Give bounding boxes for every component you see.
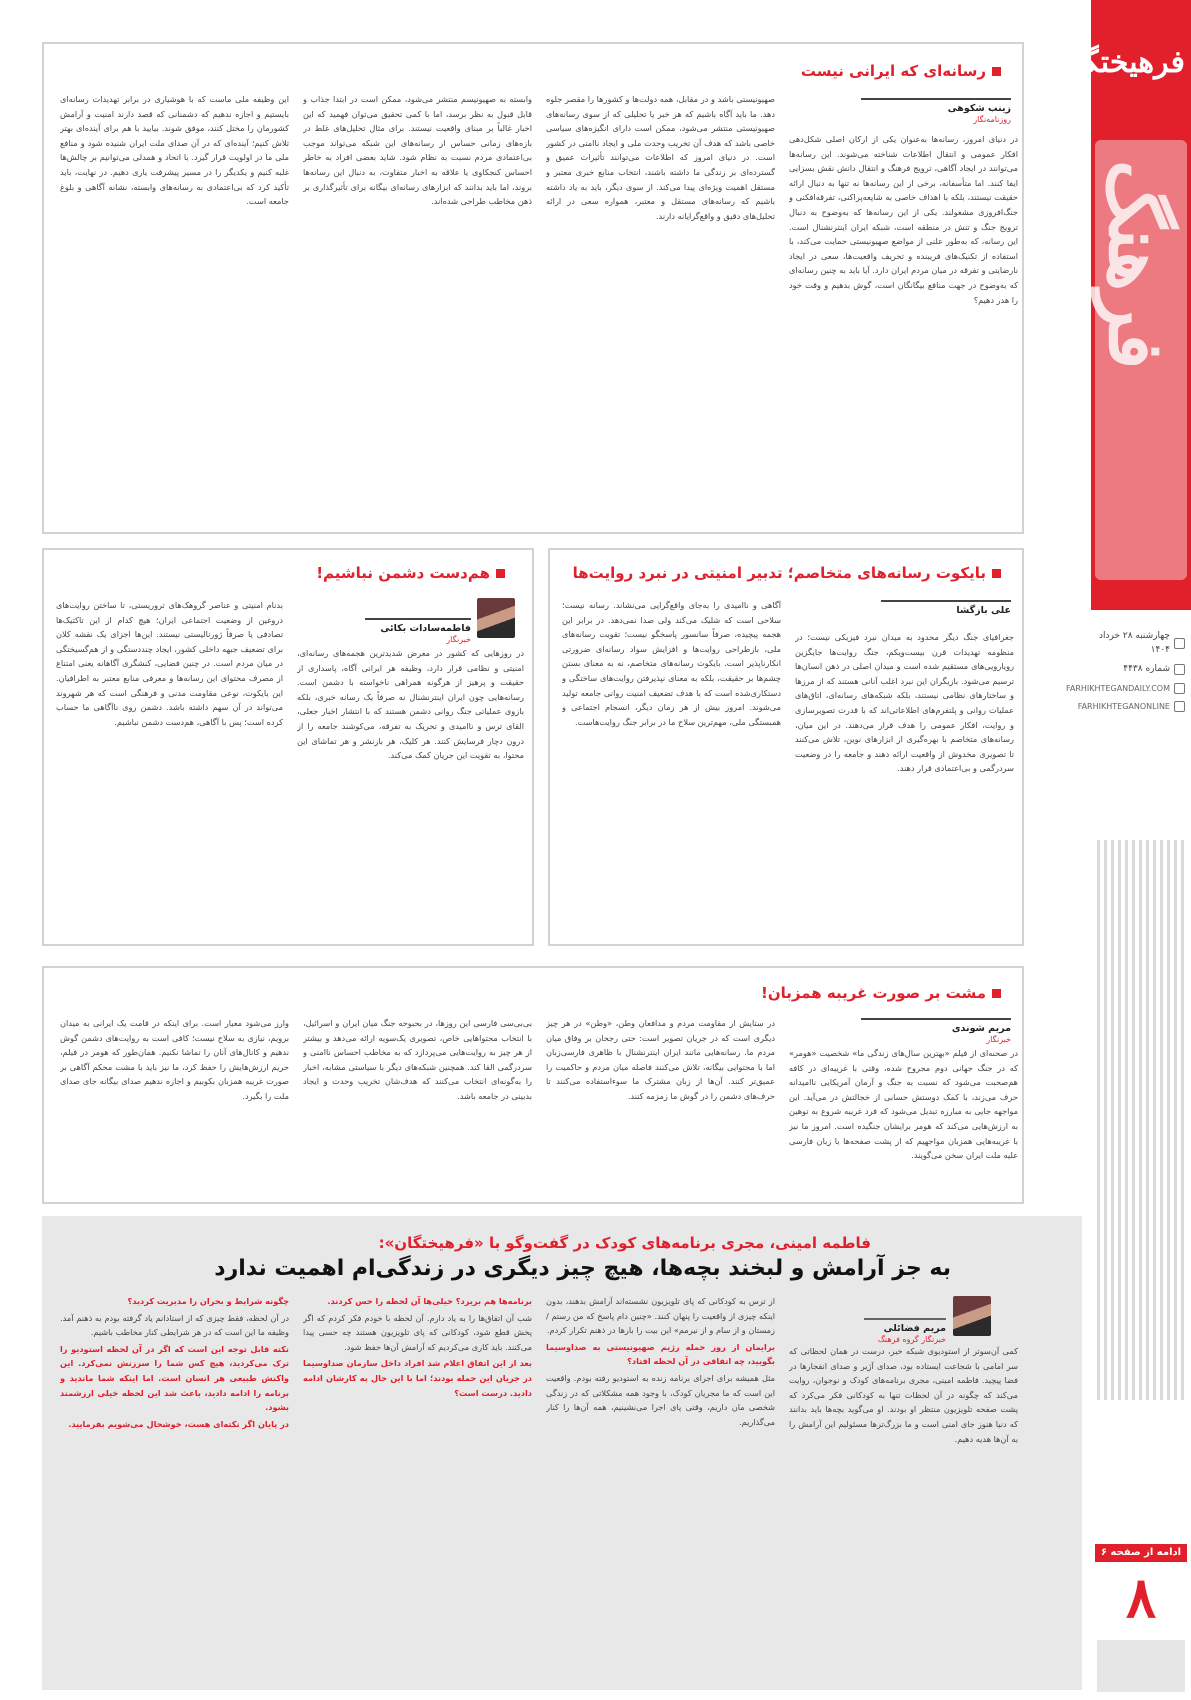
article4-col: در ستایش از مقاومت مردم و مدافعان وطن، «وطن» در هر چیز دیگری است که در جریان تصویر است: حتی رجحان بر وفاق میان مردم ما. رسانه‌هایی مانند ایران اینترنشنال با ظاهری فارسی‌زبان اما با محتوایی بیگانه، تلاش می‌کنند فاصله میان مردم و حاکمیت را عمیق‌تر کنند. آن‌ها از زبان مشترک ما سوءاستفاده می‌کنند تا حرف‌های دشمن را در گوش ما زمزمه کنند. <box>546 1018 775 1101</box>
page-number: ۸ <box>1125 1565 1157 1631</box>
article1-col: صهیونیستی باشد و در مقابل، همه دولت‌ها و کشورها را مقصر جلوه دهد. ما باید آگاه باشیم که هر خبر یا تحلیلی که از سوی رسانه‌های صهیونیستی منتشر می‌شود، ممکن است دارای انگیزه‌های سیاسی خاصی باشد که هدف آن تخریب وحدت ملی و ایجاد ناامنی در کشور است. در دنیای امروز که اطلاعات می‌توانند تأثیرات عمیق و گسترده‌ای بر زندگی ما داشته باشند، انتخاب منابع خبری معتبر و مستقل اهمیت ویژه‌ای پیدا می‌کند. از سوی دیگر، باید به یاد داشته باشیم که رسانه‌های مستقل و معتبر، همواره سعی در ارائه تحلیل‌های دقیق و واقع‌گرایانه دارند. <box>546 94 775 221</box>
article3-author-role: خبرنگار <box>446 635 471 644</box>
article2-title-text: بایکوت رسانه‌های متخاصم؛ تدبیر امنیتی در نبرد روایت‌ها <box>572 564 986 582</box>
article4-title[interactable] <box>761 984 1001 1002</box>
article1-author-role: روزنامه‌نگار <box>973 115 1011 124</box>
article3-title[interactable] <box>316 564 505 582</box>
continue-from-page[interactable]: ادامه از صفحه ۶ <box>1095 1544 1187 1562</box>
article4-body <box>60 1016 1018 1196</box>
article2-col: جغرافیای جنگ دیگر محدود به میدان نبرد فیزیکی نیست؛ در منظومه تهدیدات قرن بیست‌ویکم، جنگ روایت‌ها جایگزین رویارویی‌های مستقیم شده است و میدان اصلی در ذهن انسان‌ها ترسیم می‌شود. بازیگران این نبرد اغلب آنانی هستند که از مرزها و ساختارهای نظامی نیستند، بلکه شبکه‌های رسانه‌ای، اتاق‌های عملیات روانی و پلتفرم‌های اطلاعاتی‌اند که با قدرت تصویرسازی و روایت، افکار عمومی را هدف قرار می‌دهند. در این میان، رسانه‌های متخاصم با بهره‌گیری از ابزارهای نوین، تلاش می‌کنند تا تصویری مخدوش از واقعیت ارائه دهند و جامعه را در وضعیت سردرگمی و بی‌اعتمادی قرار دهند. <box>795 632 1014 774</box>
title-bullet <box>496 569 505 578</box>
article2-author: علی بازگشا <box>956 605 1011 616</box>
interview-paragraph: از ترس به کودکانی که پای تلویزیون نشسته‌اند آرامش بدهند، بدون اینکه چیزی از واقعیت را پنهان کنند. «چنین دام پاسخ که من رستم / زمستان و از سام و از نیرمم» این بیت را بارها در ذهنم تکرار کردم. <box>546 1296 775 1336</box>
article1-col: این وظیفه ملی ماست که با هوشیاری در برابر تهدیدات رسانه‌ای بایستیم و اجازه ندهیم که دشمنانی که قصد دارند امنیت و آرامش کشورمان را مختل کنند، موفق شوند. بیایید با هم برای آینده‌ای بهتر تلاش کنیم؛ آینده‌ای که در آن صدای ملت ایران شنیده شود و منافع ملی ما در اولویت قرار گیرد. با اتحاد و همدلی می‌توانیم بر چالش‌ها غلبه کنیم و یکدیگر را در مسیر پیشرفت یاری دهیم. در نهایت، باید تأکید کرد که بی‌اعتمادی به رسانه‌های وابسته، نشانه آگاهی و بلوغ جامعه است. <box>60 94 289 207</box>
website-link[interactable]: FARHIKHTEGANDAILY.COM <box>1066 683 1170 693</box>
interview-author-role: خبرنگار گروه فرهنگ <box>877 1335 946 1344</box>
interview-col <box>303 1294 532 1682</box>
section-title: فرهنگ <box>1092 160 1181 370</box>
article2-col: آگاهی و ناامیدی را به‌جای واقع‌گرایی می‌نشاند. رسانه نیست؛ سلاحی است که شلیک می‌کند ولی صدا نمی‌دهد. در برابر این هجمه پیچیده، صرفاً سانسور پاسخگو نیست؛ تقویت رسانه‌های ملی، بازطراحی روایت‌ها و افزایش سواد رسانه‌ای ضرورتی انکارناپذیر است. بایکوت رسانه‌های متخاصم، نه به معنای بستن چشم‌ها بر حقیقت، بلکه به معنای نپذیرفتن روایت‌های ساختگی و دستکاری‌شده است که با هدف تضعیف امنیت روانی جامعه تولید می‌شوند. امروز بیش از هر زمان دیگر، انسجام اجتماعی و همبستگی ملی، مهم‌ترین سلاح ما در برابر جنگ روایت‌هاست. <box>562 600 781 727</box>
interview-question: برایمان از روز حمله رژیم صهیونیستی به صداوسیما بگویید، چه اتفاقی در آن لحظه افتاد؟ <box>546 1341 775 1367</box>
right-rail <box>1053 0 1191 1700</box>
globe-icon <box>1174 683 1185 694</box>
article4-author: مریم شوندی <box>951 1023 1011 1034</box>
interview-question: برنامه‌ها هم بریزد؟ خیلی‌ها آن لحظه را حس کردند. <box>327 1296 532 1306</box>
article1-title[interactable] <box>801 62 1001 80</box>
article1-col: وابسته به صهیونیسم منتشر می‌شود، ممکن است در ابتدا جذاب و قابل قبول به نظر برسد، اما با کمی تحقیق می‌توان فهمید که این اخبار غالباً بر مبنای واقعیت نیستند. برای مثال تحلیل‌های غلط در بازه‌های زمانی حساس از رسانه‌های این شبکه می‌تواند موجب بی‌اعتمادی مردم نسبت به نظام شود. شاید بعضی افراد به خاطر احساس کنجکاوی یا علاقه به اخبار متفاوت، به دنبال این رسانه‌ها بروند، اما باید بدانند که ابزارهای رسانه‌ای بیگانه برای تأثیرگذاری بر ذهن مخاطب طراحی شده‌اند. <box>303 94 532 207</box>
interview-kicker: فاطمه امینی، مجری برنامه‌های کودک در گفت‌وگو با «فرهیختگان»: <box>378 1234 871 1252</box>
interview-answer: شب آن اتفاق‌ها را به یاد دارم. آن لحظه با خودم فکر کردم که اگر پخش قطع شود، کودکانی که پای تلویزیون هستند چه حسی پیدا می‌کنند. باید کاری می‌کردیم که آرامش آن‌ها حفظ شود. <box>303 1312 532 1352</box>
interview-headline[interactable]: به جز آرامش و لبخند بچه‌ها، هیچ چیز دیگری در زندگی‌ام اهمیت ندارد <box>214 1256 951 1281</box>
interview-highlight-quote: نکته قابل توجه این است که اگر در آن لحظه استودیو را ترک می‌کردید، هیچ کس شما را سرزنش نمی‌کرد. این واکنش طبیعی هر انسان است. اما اینکه شما ماندید و برنامه را ادامه دادید، باعث شد این لحظه خیلی ارزشمند بشود. <box>60 1343 289 1413</box>
interview-question: بعد از این اتفاق اعلام شد افراد داخل سازمان صداوسیما در جریان این حمله بودند؛ اما با این حال به کارشان ادامه دادید. درست است؟ <box>303 1358 532 1398</box>
article2-title[interactable] <box>573 564 1001 582</box>
issue-icon <box>1174 664 1185 675</box>
article3-author: فاطمه‌سادات بکائی <box>380 623 471 634</box>
interview-question: در پایان اگر نکته‌ای هست، خوشحال می‌شویم بفرمایید. <box>68 1418 289 1429</box>
article1-title-text: رسانه‌ای که ایرانی نیست <box>800 62 986 80</box>
title-bullet <box>992 989 1001 998</box>
article1-body <box>60 92 1018 522</box>
interview-answer: مثل همیشه برای اجرای برنامه زنده به استودیو رفته بودم. واقعیت این است که ما مجریان کودک، با وجود همه مشکلاتی که در زندگی شخصی مان داریم، وقتی پای اجرا می‌نشینیم، همه آن‌ها را کنار می‌گذاریم. <box>546 1372 775 1427</box>
article3-body <box>56 598 524 938</box>
interview-body <box>60 1294 1018 1682</box>
interview-author: مریم فضائلی <box>883 1323 946 1334</box>
article2-body <box>562 598 1014 938</box>
issue-date: چهارشنبه ۲۸ خرداد ۱۴۰۴ <box>1098 631 1170 655</box>
article3-col: در روزهایی که کشور در معرض شدیدترین هجمه‌های رسانه‌ای، امنیتی و نظامی قرار دارد، وظیفه هر ایرانی آگاه، پاسداری از حقیقت و پرهیز از هرگونه همراهی ناخواسته با دشمن است. رسانه‌هایی چون ایران اینترنشنال نه صرفاً یک رسانه خبری، بلکه بازوی عملیاتی جنگ روانی دشمن هستند که با انتشار اخبار جعلی، القای ترس و ناامیدی و تحریک به تفرقه، می‌کوشند جامعه را از درون دچار فرسایش کنند. هر کلیک، هر بازنشر و هر تماشای این محتوا، به تقویت این جریان کمک می‌کند. <box>297 648 524 761</box>
interview-col <box>60 1294 289 1682</box>
title-bullet <box>992 67 1001 76</box>
article1-author: زینب شکوهی <box>947 103 1011 114</box>
newspaper-logo[interactable]: فرهیختگان <box>1053 45 1185 80</box>
rail-stripes <box>1097 840 1185 1400</box>
article3-col: بدنام امنیتی و عناصر گروهک‌های تروریستی، تا ساختن روایت‌های دروغین از وضعیت اجتماعی ایران؛ هیچ کدام از این تاکتیک‌ها تصادفی یا صرفاً ژورنالیستی نیستند. این‌ها اجزای یک نقشه کلان برای تضعیف جبهه داخلی کشور، ایجاد چنددستگی و از هم‌گسیختگی در میان مردم است. در چنین فضایی، کنشگری آگاهانه یعنی امتناع از مصرف محتوای این رسانه‌ها و معرفی منابع معتبر به اطرافیان. این بایکوت، نوعی مقاومت مدنی و فرهنگی است که هر شهروند می‌تواند در آن سهم داشته باشد. دشمن روی ناآگاهی ما حساب کرده است؛ پس با آگاهی، هم‌دست دشمن نباشیم. <box>56 600 283 727</box>
interview-answer: در آن لحظه، فقط چیزی که از استادانم یاد گرفته بودم به ذهنم آمد. وظیفه ما این است که در هر شرایطی کنار مخاطب باشیم. <box>60 1312 289 1338</box>
interview-col <box>789 1294 1018 1682</box>
article4-author-role: خبرنگار <box>986 1035 1011 1044</box>
title-bullet <box>992 569 1001 578</box>
article1-col: در دنیای امروز، رسانه‌ها به‌عنوان یکی از ارکان اصلی شکل‌دهی افکار عمومی و انتقال اطلاعات شناخته می‌شوند. این رسانه‌ها می‌توانند در ایجاد آگاهی، ترویج فرهنگ و انتقال دانش نقش بسزایی ایفا کنند. اما متأسفانه، برخی از این رسانه‌ها نه تنها به دنبال ارائه حقیقت نیستند، بلکه با اهداف خاصی به شایعه‌پراکنی، تفرقه‌افکنی و جنگ‌افروزی مشغولند. یکی از این رسانه‌ها که به‌وضوح به دنبال ترویج جنگ و تنش در منطقه است، شبکه ایران اینترنشنال است. این رسانه، که به‌طور علنی از مواضع صهیونیستی حمایت می‌کند، با استفاده از تکنیک‌های فریبنده و تحریف واقعیت‌ها، سعی در ایجاد نارضایتی و تفرقه در میان مردم ایران دارد. آیا باید به چنین رسانه‌ای که به‌وضوح در جهت منافع بیگانگان است، گوش بدهیم و وقت خود را هدر دهیم؟ <box>789 134 1018 305</box>
article4-col: در صحنه‌ای از فیلم «بهترین سال‌های زندگی ما» شخصیت «هومر» که در جنگ جهانی دوم مجروح شده، وقتی با غریبه‌ای در کافه هم‌صحبت می‌شود که نسبت به جنگ و آرمان آمریکایی ناامیدانه حرف می‌زند، با کمک دوستش حسابی از خجالتش در می‌آید. این مواجهه جایی به مبارزه تبدیل می‌شود که فرد غریبه شروع به توهین به ارزش‌هایی می‌کند که هومر برایشان جنگیده است. امروز ما نیز با غریبه‌هایی همزبان مواجهیم که از پشت صفحه‌ها با زبان فارسی علیه ملت ایران سخن می‌گویند. <box>789 1048 1018 1161</box>
article4-title-text: مشت بر صورت غریبه همزبان! <box>760 984 986 1002</box>
social-icon <box>1174 701 1185 712</box>
interview-paragraph: کمی آن‌سوتر از استودیوی شبکه خبر، درست در همان لحظاتی که سر امامی با شجاعت ایستاده بود، صدای آژیر و صدای انفجارها در فضا پیچید. فاطمه امینی، مجری برنامه‌های کودک و نوجوان، روایت می‌کند که چگونه در آن لحظات تنها به کودکانی فکر می‌کرد که پشت صفحه تلویزیون منتظر او بودند. او می‌گوید بچه‌ها باید بدانند که دنیا هنوز جای امنی است و ما بزرگ‌ترها مسئولیم این آرامش را به آن‌ها هدیه دهیم. <box>789 1346 1018 1444</box>
social-handle[interactable]: FARHIKHTEGANONLINE <box>1077 701 1170 711</box>
interview-col <box>546 1294 775 1682</box>
issue-number: شماره ۴۴۳۸ <box>1123 664 1170 674</box>
article4-col: بی‌بی‌سی فارسی این روزها، در بحبوحه جنگ میان ایران و اسرائیل، با انتخاب محتواهایی خاص، تصویری یک‌سویه ارائه می‌دهد و بیشتر از هر چیز به روایت‌هایی می‌پردازد که به مخاطب احساس ناامنی و سردرگمی القا کند. همچنین شبکه‌های دیگر با سیاستی مشابه، اخبار را به‌گونه‌ای انتخاب می‌کنند که هدف‌شان تخریب وحدت و ایجاد بدبینی در جامعه باشد. <box>303 1018 532 1101</box>
interview-question: چگونه شرایط و بحران را مدیریت کردید؟ <box>127 1296 289 1306</box>
article4-col: وا‌رز می‌شود معیار است. برای اینکه در قامت یک ایرانی به میدان برویم، نیازی به سلاح نیست؛ کافی است به روایت‌های دشمن گوش ندهیم و کانال‌های آنان را تماشا نکنیم. همان‌طور که هومر در فیلم، حریم ارزش‌هایش را حفظ کرد، ما نیز باید با مشت محکم آگاهی بر صورت غریبه همزبان بکوبیم و اجازه ندهیم صدای بیگانه جای صدای ملت را بگیرد. <box>60 1018 289 1101</box>
article3-title-text: هم‌دست دشمن نباشیم! <box>316 564 490 582</box>
rail-footer-block <box>1097 1640 1185 1692</box>
issue-meta <box>1066 630 1185 719</box>
calendar-icon <box>1174 638 1185 649</box>
